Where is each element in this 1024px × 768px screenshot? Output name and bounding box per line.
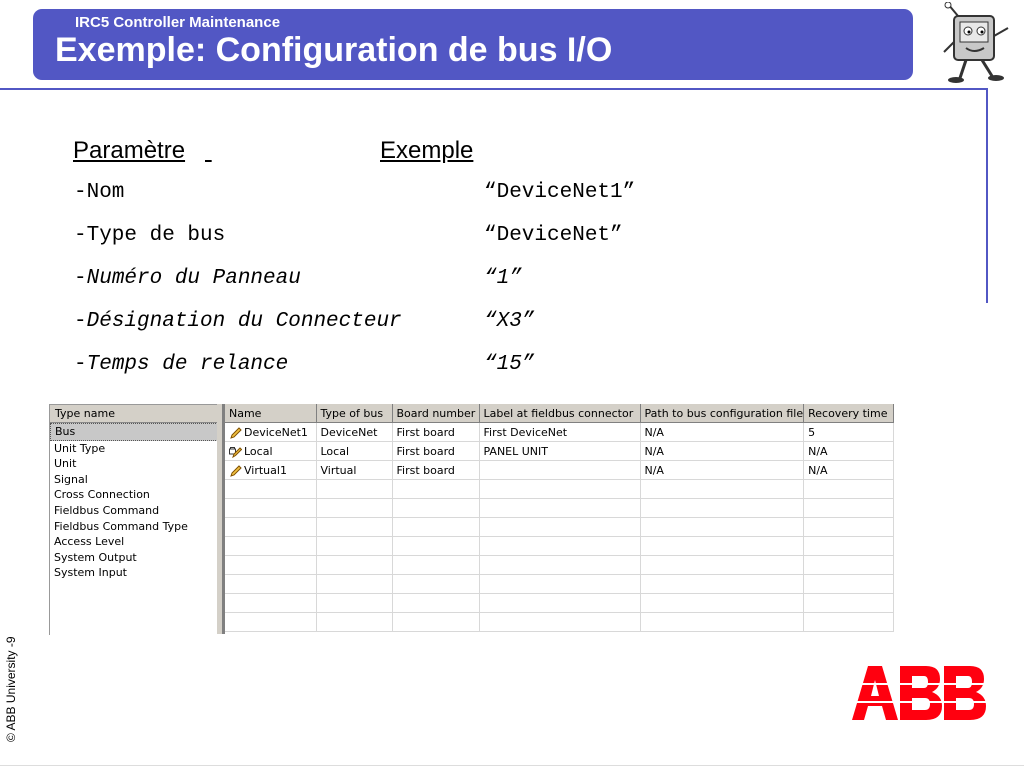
cell-name[interactable]: Local	[225, 442, 316, 461]
empty-row	[225, 499, 894, 518]
empty-row	[225, 518, 894, 537]
param-row: -Numéro du Panneau	[74, 267, 301, 290]
param-row: -Type de bus	[74, 224, 226, 247]
cell-board[interactable]: First board	[392, 442, 479, 461]
type-item-cross-connection[interactable]: Cross Connection	[54, 488, 150, 502]
cell-label[interactable]	[479, 461, 640, 480]
param-value: “X3”	[484, 310, 535, 333]
type-item-fieldbus-command[interactable]: Fieldbus Command	[54, 503, 160, 517]
cell-path[interactable]: N/A	[640, 442, 804, 461]
cell-path[interactable]: N/A	[640, 461, 804, 480]
type-item-system-input[interactable]: System Input	[54, 566, 127, 580]
cell-recovery[interactable]: N/A	[804, 442, 894, 461]
param-row: -Désignation du Connecteur	[74, 310, 402, 333]
table-row[interactable]	[225, 461, 894, 480]
abb-logo	[852, 664, 986, 722]
column-header-label[interactable]: Label at fieldbus connector	[479, 404, 640, 423]
lock-pencil-icon	[229, 446, 242, 458]
copyright-text: © ABB University -9	[4, 636, 18, 742]
header-divider	[0, 88, 988, 90]
column-header-name[interactable]: Name	[225, 404, 316, 423]
type-item-bus[interactable]: Bus	[50, 423, 218, 441]
pencil-icon	[229, 465, 242, 477]
cell-name[interactable]: Virtual1	[225, 461, 316, 480]
param-value: “DeviceNet1”	[484, 181, 636, 204]
cell-path[interactable]: N/A	[640, 423, 804, 442]
cell-type[interactable]: Local	[316, 442, 392, 461]
cell-type[interactable]: DeviceNet	[316, 423, 392, 442]
cell-name[interactable]: DeviceNet1	[225, 423, 316, 442]
empty-row	[225, 480, 894, 499]
type-item-unit-type[interactable]: Unit Type	[54, 441, 106, 455]
param-value: “15”	[484, 353, 535, 376]
slide-title: Exemple: Configuration de bus I/O	[55, 31, 613, 69]
empty-row	[225, 556, 894, 575]
column-header-board-number[interactable]: Board number	[392, 404, 479, 423]
column-header-recovery-time[interactable]: Recovery time	[804, 404, 894, 423]
pencil-icon	[229, 427, 242, 439]
empty-row	[225, 575, 894, 594]
header-underline-gap	[205, 137, 380, 165]
param-value: “1”	[484, 267, 522, 290]
table-row[interactable]	[225, 442, 894, 461]
param-row: -Nom	[74, 181, 125, 204]
type-item-system-output[interactable]: System Output	[54, 550, 137, 564]
example-column-header: Exemple	[380, 137, 474, 164]
type-item-fieldbus-command-type[interactable]: Fieldbus Command Type	[54, 519, 188, 533]
param-column-header: Paramètre	[73, 137, 186, 164]
cell-recovery[interactable]: N/A	[804, 461, 894, 480]
cell-board[interactable]: First board	[392, 461, 479, 480]
empty-row	[225, 537, 894, 556]
cell-label[interactable]: First DeviceNet	[479, 423, 640, 442]
column-header-path[interactable]: Path to bus configuration file	[640, 404, 804, 423]
empty-row	[225, 613, 894, 632]
table-row[interactable]	[225, 423, 894, 442]
type-item-access-level[interactable]: Access Level	[54, 535, 125, 549]
header-banner	[33, 9, 913, 80]
cell-type[interactable]: Virtual	[316, 461, 392, 480]
type-list-header[interactable]: Type name	[50, 405, 218, 423]
empty-row	[225, 594, 894, 613]
right-divider	[986, 88, 988, 303]
bus-grid	[222, 404, 896, 634]
param-row: -Temps de relance	[74, 353, 289, 376]
cell-label[interactable]: PANEL UNIT	[479, 442, 640, 461]
cell-board[interactable]: First board	[392, 423, 479, 442]
type-list-panel	[49, 404, 218, 635]
column-header-type-of-bus[interactable]: Type of bus	[316, 404, 392, 423]
course-subtitle: IRC5 Controller Maintenance	[75, 14, 281, 31]
robot-mascot-icon	[938, 2, 1014, 86]
cell-recovery[interactable]: 5	[804, 423, 894, 442]
type-item-unit[interactable]: Unit	[54, 457, 77, 471]
footer-divider	[0, 765, 1024, 766]
type-item-signal[interactable]: Signal	[54, 472, 88, 486]
param-value: “DeviceNet”	[484, 224, 623, 247]
